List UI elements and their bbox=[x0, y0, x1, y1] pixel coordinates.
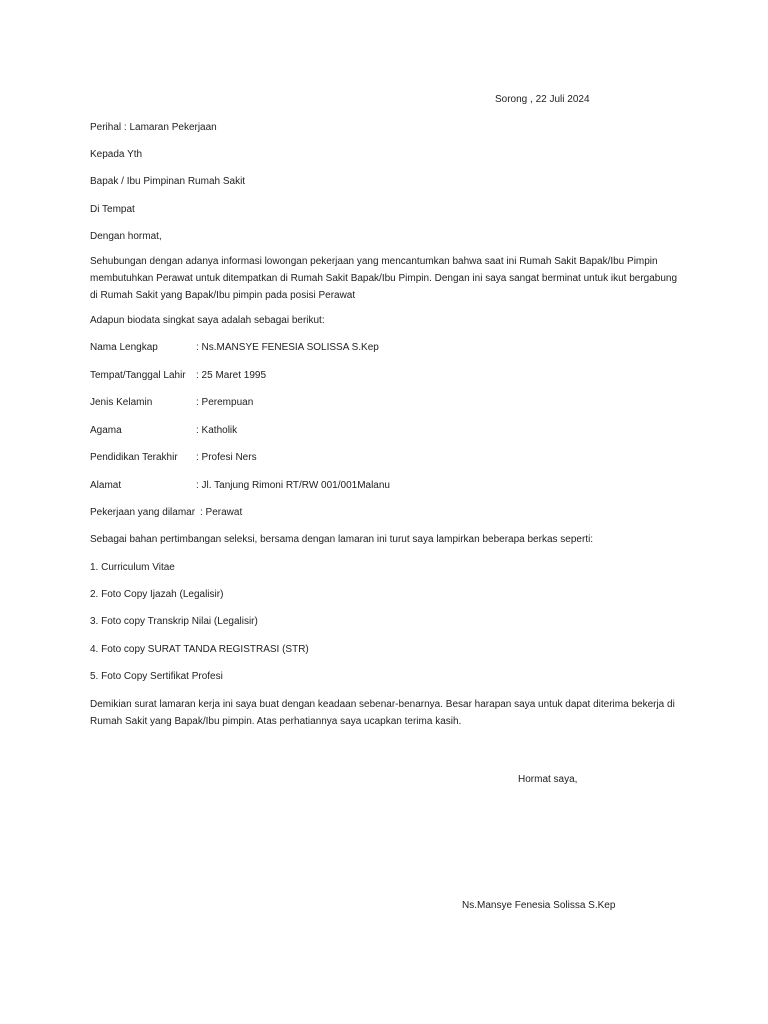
biodata-value-position: : Perawat bbox=[200, 507, 243, 518]
sign-off: Hormat saya, bbox=[518, 774, 578, 785]
greeting: Dengan hormat, bbox=[90, 231, 162, 242]
biodata-value-birth: : 25 Maret 1995 bbox=[196, 370, 267, 381]
biodata-label-position: Pekerjaan yang dilamar bbox=[90, 507, 196, 518]
attachments-intro: Sebagai bahan pertimbangan seleksi, bersama dengan lamaran ini turut saya lampirkan beberapa berkas seperti: bbox=[90, 534, 594, 545]
biodata-value-education: : Profesi Ners bbox=[196, 452, 257, 463]
attachment-item: 3. Foto copy Transkrip Nilai (Legalisir) bbox=[90, 616, 258, 627]
biodata-label-religion: Agama bbox=[90, 425, 122, 436]
biodata-value-religion: : Katholik bbox=[196, 425, 238, 436]
biodata-value-gender: : Perempuan bbox=[196, 397, 254, 408]
attachment-item: 5. Foto Copy Sertifikat Profesi bbox=[90, 671, 223, 682]
attachment-item: 2. Foto Copy Ijazah (Legalisir) bbox=[90, 589, 224, 600]
biodata-value-address: : Jl. Tanjung Rimoni RT/RW 001/001Malanu bbox=[196, 480, 390, 491]
attachment-item: 4. Foto copy SURAT TANDA REGISTRASI (STR) bbox=[90, 644, 309, 655]
biodata-label-birth: Tempat/Tanggal Lahir bbox=[90, 370, 186, 381]
addressee-recipient: Bapak / Ibu Pimpinan Rumah Sakit bbox=[90, 176, 246, 187]
addressee-place: Di Tempat bbox=[90, 204, 135, 215]
biodata-label-gender: Jenis Kelamin bbox=[90, 397, 153, 408]
date-place: Sorong , 22 Juli 2024 bbox=[495, 94, 590, 105]
biodata-label-name: Nama Lengkap bbox=[90, 342, 158, 353]
biodata-label-education: Pendidikan Terakhir bbox=[90, 452, 178, 463]
signature-name: Ns.Mansye Fenesia Solissa S.Kep bbox=[462, 900, 616, 911]
attachment-item: 1. Curriculum Vitae bbox=[90, 562, 175, 573]
closing-paragraph: Demikian surat lamaran kerja ini saya buat dengan keadaan sebenar-benarnya. Besar harapan saya untuk dapat diterima bekerja di Rumah Sakit yang Bapak/Ibu pimpin. Atas perhatiannya saya ucapkan terima kasih. bbox=[90, 699, 675, 727]
subject-line: Perihal : Lamaran Pekerjaan bbox=[90, 122, 217, 133]
biodata-value-name: : Ns.MANSYE FENESIA SOLISSA S.Kep bbox=[196, 342, 379, 353]
biodata-intro: Adapun biodata singkat saya adalah sebagai berikut: bbox=[90, 315, 325, 326]
intro-paragraph: Sehubungan dengan adanya informasi lowongan pekerjaan yang mencantumkan bahwa saat ini Rumah Sakit Bapak/Ibu Pimpin membutuhkan Perawat untuk ditempatkan di Rumah Sakit Bapak/Ibu Pimpin. Dengan ini saya sangat berminat untuk ikut bergabung di Rumah Sakit yang Bapak/Ibu pimpin pada posisi Perawat bbox=[90, 256, 678, 301]
addressee-to: Kepada Yth bbox=[90, 149, 143, 160]
biodata-label-address: Alamat bbox=[90, 480, 122, 491]
